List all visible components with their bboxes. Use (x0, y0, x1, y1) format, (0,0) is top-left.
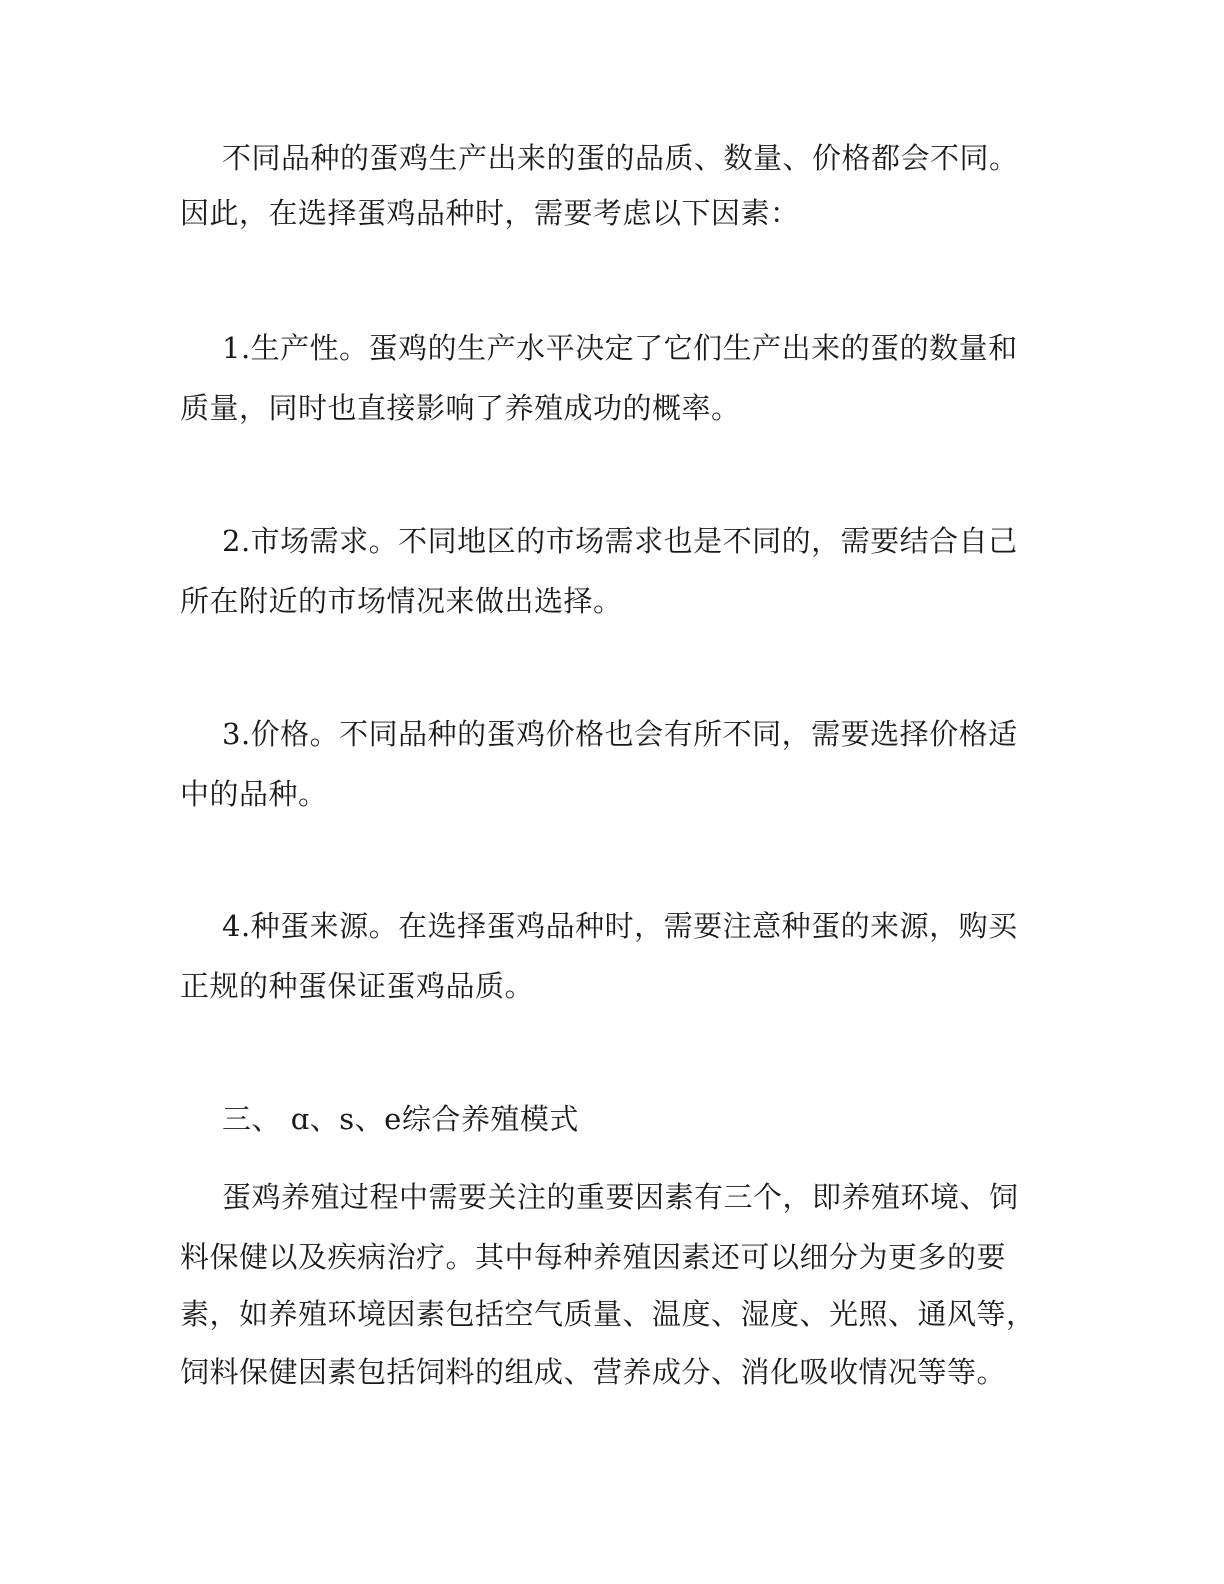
section-heading: 三、 ɑ、s、e综合养殖模式 (222, 1102, 579, 1136)
item-1-line-1: 1.生产性。蛋鸡的生产水平决定了它们生产出来的蛋的数量和 (222, 331, 1018, 365)
section-paragraph-line-1: 蛋鸡养殖过程中需要关注的重要因素有三个，即养殖环境、饲 (222, 1180, 1019, 1214)
intro-line-2: 因此，在选择蛋鸡品种时，需要考虑以下因素： (180, 196, 800, 230)
item-4-line-2: 正规的种蛋保证蛋鸡品质。 (180, 969, 535, 1003)
item-2-line-1: 2.市场需求。不同地区的市场需求也是不同的，需要结合自己 (222, 524, 1018, 558)
section-paragraph-line-4: 饲料保健因素包括饲料的组成、营养成分、消化吸收情况等等。 (180, 1355, 1007, 1389)
item-1-line-2: 质量，同时也直接影响了养殖成功的概率。 (180, 391, 741, 425)
section-paragraph-line-2: 料保健以及疾病治疗。其中每种养殖因素还可以细分为更多的要 (180, 1240, 1007, 1274)
item-2-line-2: 所在附近的市场情况来做出选择。 (180, 584, 623, 618)
section-paragraph-line-3: 素，如养殖环境因素包括空气质量、温度、湿度、光照、通风等， (180, 1297, 1036, 1331)
item-3-line-1: 3.价格。不同品种的蛋鸡价格也会有所不同，需要选择价格适 (222, 717, 1018, 751)
item-4-line-1: 4.种蛋来源。在选择蛋鸡品种时，需要注意种蛋的来源，购买 (222, 909, 1018, 943)
item-3-line-2: 中的品种。 (180, 777, 328, 811)
intro-line-1: 不同品种的蛋鸡生产出来的蛋的品质、数量、价格都会不同。 (222, 141, 1019, 175)
